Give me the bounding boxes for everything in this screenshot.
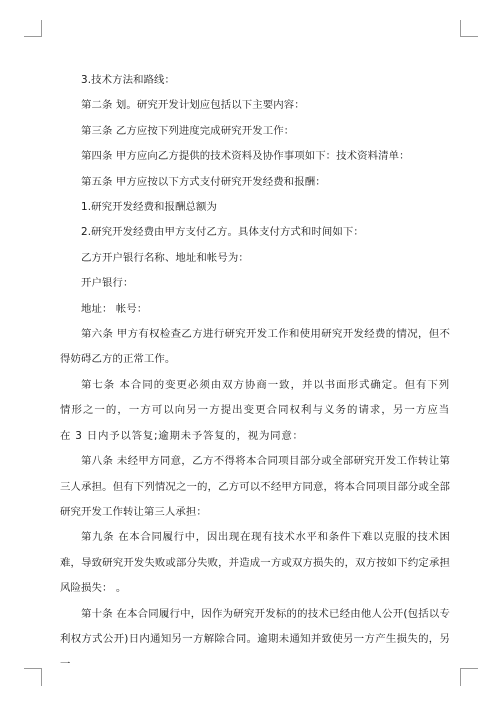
paragraph-payment-method: 2.研究开发经费由甲方支付乙方。具体支付方式和时间如下： xyxy=(81,226,364,239)
paragraph-article-2: 第二条 划。研究开发计划应包括以下主要内容： xyxy=(81,99,305,112)
paragraph-article-10: 第十条 在本合同履行中，因作为研究开发标的的技术已经由他人公开(包括以专利权方式公开)日内通知另一方解除合同。逾期未通知并致使另一方产生损失的，另一 xyxy=(60,607,450,671)
crop-mark-top-left xyxy=(41,20,42,37)
crop-mark-bottom-left xyxy=(24,668,42,669)
crop-mark-top-left xyxy=(24,36,42,37)
document-body xyxy=(60,68,450,678)
paragraph-total-fee: 1.研究开发经费和报酬总额为 xyxy=(81,201,217,214)
paragraph-article-9: 第九条 在本合同履行中，因出现在现有技术水平和条件下难以克服的技术困难，导致研究开发失败或部分失败，并造成一方或双方损失的，双方按如下约定承担风险损失： 。 xyxy=(60,531,450,595)
paragraph-article-6: 第六条 甲方有权检查乙方进行研究开发工作和使用研究开发经费的情况，但不得妨碍乙方的正常工作。 xyxy=(60,328,450,366)
paragraph-address-account: 地址： 帐号： xyxy=(81,302,148,315)
paragraph-bank-info: 乙方开户银行名称、地址和帐号为： xyxy=(81,251,249,264)
crop-mark-bottom-left xyxy=(41,668,42,686)
crop-mark-top-right xyxy=(460,36,478,37)
paragraph-article-8: 第八条 未经甲方同意，乙方不得将本合同项目部分或全部研究开发工作转让第三人承担。但有下列情况之一的，乙方可以不经甲方同意，将本合同项目部分或全部研究开发工作转让第三人承担： xyxy=(60,455,450,518)
crop-mark-top-right xyxy=(460,20,461,37)
paragraph-article-4: 第四条 甲方应向乙方提供的技术资料及协作事项如下：技术资料清单： xyxy=(81,150,410,163)
paragraph-bank-name: 开户银行： xyxy=(81,277,134,290)
paragraph-tech-method: 3.技术方法和路线： xyxy=(81,74,176,86)
paragraph-article-5: 第五条 甲方应按以下方式支付研究开发经费和报酬： xyxy=(81,175,326,188)
paragraph-article-3: 第三条 乙方应按下列进度完成研究开发工作： xyxy=(81,124,295,137)
crop-mark-bottom-right xyxy=(460,668,461,686)
crop-mark-bottom-right xyxy=(460,668,478,669)
paragraph-article-7: 第七条 本合同的变更必须由双方协商一致，并以书面形式确定。但有下列情形之一的，一方可以向另一方提出变更合同权利与义务的请求，另一方应当在 3 日内予以答复;逾期未予答复的，视为同意： xyxy=(60,378,450,442)
